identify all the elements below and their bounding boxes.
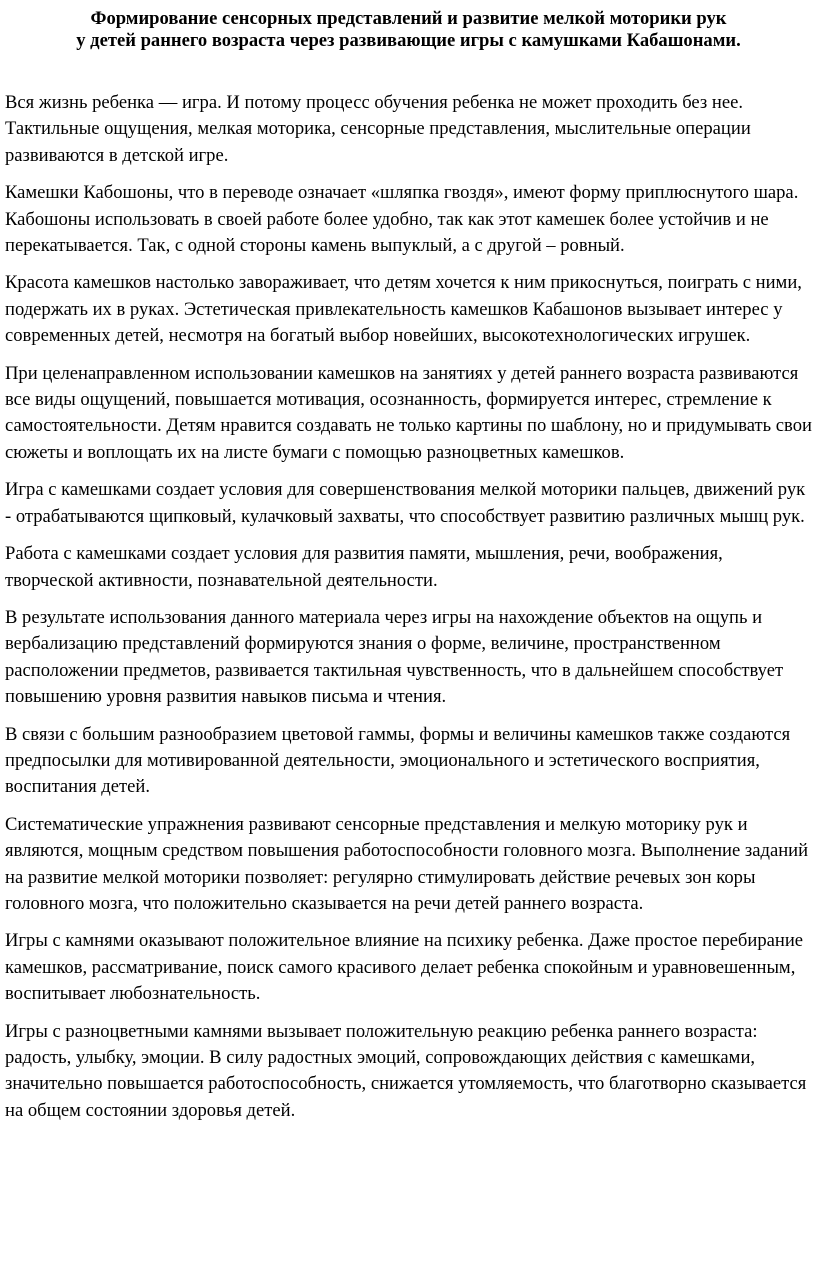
paragraph-6: Работа с камешками создает условия для развития памяти, мышления, речи, воображения, творческой активности, познавательной деятельности. [5, 543, 723, 591]
paragraph-10: Игры с камнями оказывают положительное влияние на психику ребенка. Даже простое перебирание камешков, рассматривание, поиск самого красивого делает ребенка спокойным и уравновешенным, воспитывает любознательность. [5, 930, 804, 1005]
paragraph-9: Систематические упражнения развивают сенсорные представления и мелкую моторику рук и являются, мощным средством повышения работоспособности головного мозга. Выполнение заданий на развитие мелкой моторики позволяет: регулярно стимулировать действие речевых зон коры головного мозга, что положительно сказывается на речи детей раннего возраста. [5, 813, 809, 914]
title-line-2: у детей раннего возраста через развивающие игры с камушками Кабашонами. [76, 30, 741, 51]
document-body [5, 90, 816, 1124]
paragraph-7: В результате использования данного материала через игры на нахождение объектов на ощупь и вербализацию представлений формируются знания о форме, величине, пространственном расположении предметов, развивается тактильная чувственность, что в дальнейшем способствует повышению уровня развития навыков письма и чтения. [5, 606, 784, 708]
document-title [5, 8, 816, 52]
paragraph-2: Камешки Кабошоны, что в переводе означает «шляпка гвоздя», имеют форму приплюснутого шара. Кабошоны использовать в своей работе более удобно, так как этот камешек более устойчив и не перекатывается. Так, с одной стороны камень выпуклый, а с другой – ровный. [5, 182, 799, 257]
paragraph-11: Игры с разноцветными камнями вызывает положительную реакцию ребенка раннего возраста: радость, улыбку, эмоции. В силу радостных эмоций, сопровождающих действия с камешками, значительно повышается работоспособность, снижается утомляемость, что благотворно сказывается на общем состоянии здоровья детей. [5, 1020, 807, 1121]
paragraph-4: При целенаправленном использовании камешков на занятиях у детей раннего возраста развиваются все виды ощущений, повышается мотивация, осознанность, формируется интерес, стремление к самостоятельности. Детям нравится создавать не только картины по шаблону, но и придумывать свои сюжеты и воплощать их на листе бумаги с помощью разноцветных камешков. [5, 362, 812, 463]
paragraph-8: В связи с большим разнообразием цветовой гаммы, формы и величины камешков также создаются предпосылки для мотивированной деятельности, эмоционального и эстетического восприятия, воспитания детей. [5, 723, 791, 798]
title-line-1: Формирование сенсорных представлений и развитие мелкой моторики рук [90, 8, 727, 29]
paragraph-5: Игра с камешками создает условия для совершенствования мелкой моторики пальцев, движений рук - отрабатываются щипковый, кулачковый захваты, что способствует развитию различных мышц рук. [5, 479, 806, 527]
paragraph-3: Красота камешков настолько завораживает, что детям хочется к ним прикоснуться, поиграть с ними, подержать их в руках. Эстетическая привлекательность камешков Кабашонов вызывает интерес у современных детей, несмотря на богатый выбор новейших, высокотехнологических игрушек. [5, 272, 802, 347]
paragraph-1: Вся жизнь ребенка — игра. И потому процесс обучения ребенка не может проходить без нее. Тактильные ощущения, мелкая моторика, сенсорные представления, мыслительные операции развиваются в детской игре. [5, 92, 751, 166]
